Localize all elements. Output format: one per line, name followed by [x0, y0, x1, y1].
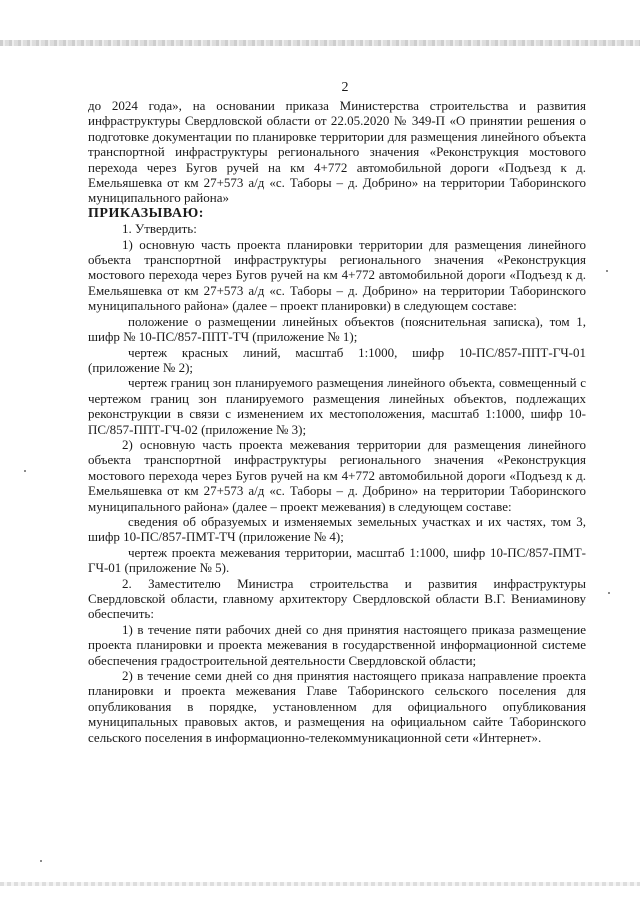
paragraph-list-entry: положение о размещении линейных объектов (пояснительная записка), том 1, шифр № 10-ПС/857-ППТ-ТЧ (приложение № 1); [88, 313, 586, 345]
document-body [88, 98, 586, 745]
scan-artifact-bottom [0, 882, 640, 886]
paragraph-item-2-2: 2) в течение семи дней со дня принятия настоящего приказа направление проекта планировки и проекта межевания Главе Таборинского сельского поселения для опубликования в порядке, установленном для официального опубликования муниципальных правовых актов, и размещения на официальном сайте Таборинского сельского поселения в информационно-телекоммуникационной сети «Интернет». [88, 668, 586, 745]
scan-speck [40, 860, 42, 862]
scan-speck [606, 270, 608, 272]
order-heading: ПРИКАЗЫВАЮ: [88, 205, 204, 221]
scan-artifact-top [0, 40, 640, 46]
scan-speck [608, 592, 610, 594]
paragraph-list-entry: чертеж красных линий, масштаб 1:1000, шифр 10-ПС/857-ППТ-ГЧ-01 (приложение № 2); [88, 344, 586, 375]
paragraph-item-1: 1. Утвердить: [122, 221, 197, 237]
page-number: 2 [341, 80, 349, 95]
paragraph-item-2: 2. Заместителю Министра строительства и развития инфраструктуры Свердловской области, главному архитектору Свердловской области В.Г. Вениаминову обеспечить: [88, 575, 586, 622]
paragraph-list-entry: чертеж проекта межевания территории, масштаб 1:1000, шифр 10-ПС/857-ПМТ-ГЧ-01 (приложение № 5). [88, 544, 586, 576]
paragraph-list-entry: сведения об образуемых и изменяемых земельных участках и их частях, том 3, шифр 10-ПС/857-ПМТ-ТЧ (приложение № 4); [88, 513, 586, 545]
scan-speck [24, 470, 26, 472]
paragraph-preamble: до 2024 года», на основании приказа Министерства строительства и развития инфраструктуры Свердловской области от 22.05.2020 № 349-П «О принятии решения о подготовке документации по планировке территории для размещения линейного объекта транспортной инфраструктуры регионального значения «Реконструкция мостового перехода через Бугов ручей на км 4+772 автомобильной дороги «Подъезд к д. Емельяшевка от км 27+573 а/д «с. Таборы – д. Добрино» на территории Таборинского муниципального района» [88, 98, 586, 206]
paragraph-item-2-1: 1) в течение пяти рабочих дней со дня принятия настоящего приказа размещение проекта планировки и проекта межевания в государственной информационной системе обеспечения градостроительной деятельности Свердловской области; [88, 621, 586, 668]
paragraph-list-entry: чертеж границ зон планируемого размещения линейного объекта, совмещенный с чертежом границ зон планируемого размещения линейных объектов, подлежащих реконструкции в связи с изменением их местоположения, масштаб 1:1000, шифр 10-ПС/857-ППТ-ГЧ-02 (приложение № 3); [88, 375, 586, 437]
paragraph-item-1-2: 2) основную часть проекта межевания территории для размещения линейного объекта транспортной инфраструктуры регионального значения «Реконструкция мостового перехода через Бугов ручей на км 4+772 автомобильной дороги «Подъезд к д. Емельяшевка от км 27+573 а/д «с. Таборы – д. Добрино» на территории Таборинского муниципального района» (далее – проект межевания) в следующем составе: [88, 436, 586, 514]
paragraph-item-1-1: 1) основную часть проекта планировки территории для размещения линейного объекта транспортной инфраструктуры регионального значения «Реконструкция мостового перехода через Бугов ручей на км 4+772 автомобильной дороги «Подъезд к д. Емельяшевка от км 27+573 а/д «с. Таборы – д. Добрино» на территории Таборинского муниципального района» (далее – проект планировки) в следующем составе: [88, 236, 586, 314]
